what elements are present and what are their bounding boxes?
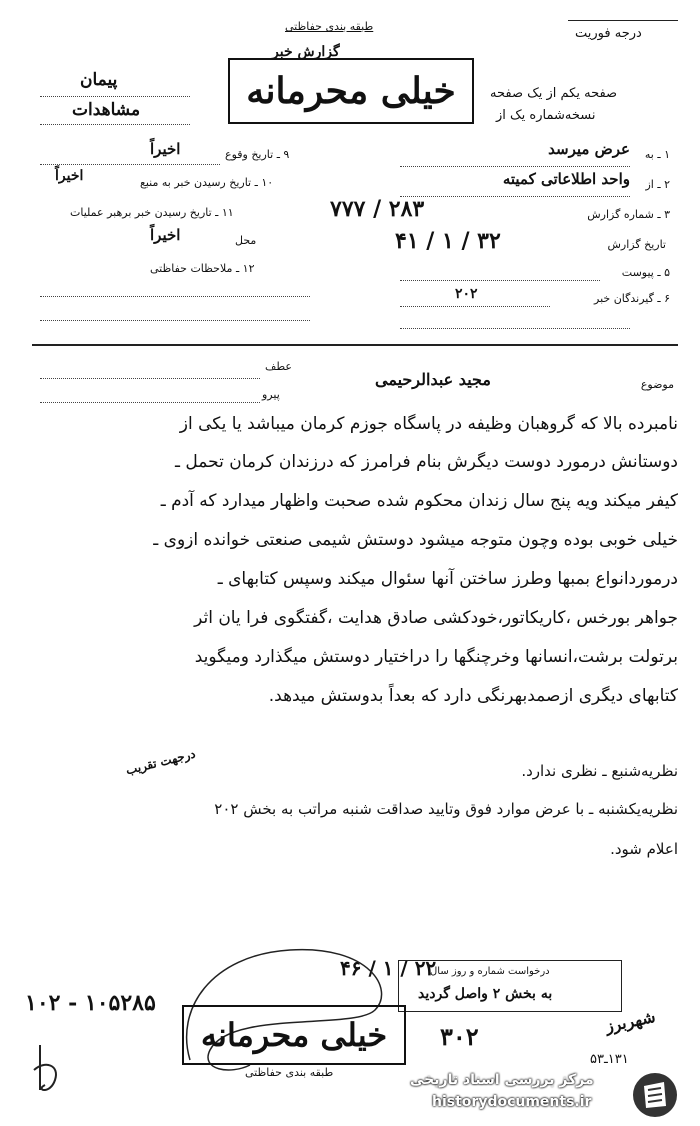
- atf-label: عطف: [265, 360, 292, 373]
- report-label: گزارش خبر: [272, 44, 340, 60]
- dotted-line: [40, 378, 260, 379]
- body-line: درموردانواع بمبها وطرز ساختن آنها سئوال میکند وسپس کتابهای ـ: [217, 569, 678, 589]
- dotted-line: [40, 164, 220, 165]
- dotted-line: [400, 196, 630, 197]
- page-line: صفحه یکم از یک صفحه: [490, 86, 618, 101]
- source-date-label: ۱۰ ـ تاریخ رسیدن خبر به منبع: [140, 176, 274, 189]
- priority-rule: [568, 20, 678, 21]
- subject-hand-1: پیمان: [80, 70, 118, 90]
- dotted-line: [40, 402, 260, 403]
- report-no-value: ۷۷۷ / ۲۸۳: [330, 196, 425, 222]
- report-no-label: ۳ ـ شماره گزارش: [587, 208, 670, 221]
- section-divider: [32, 344, 678, 346]
- subject-value: مجید عبدالرحیمی: [375, 370, 491, 389]
- sender-opinion-end: اعلام شود.: [610, 840, 678, 858]
- subject-hand-2: مشاهدات: [72, 100, 141, 120]
- place-value: اخیراً: [150, 226, 181, 244]
- to-value: عرض میرسد: [548, 140, 630, 158]
- receivers-label: ۶ ـ گیرندگان خبر: [594, 292, 670, 305]
- stamp-top: [228, 58, 474, 124]
- dotted-line: [40, 296, 310, 297]
- report-date-label: تاریخ گزارش: [607, 238, 666, 251]
- ops-date-label: ۱۱ ـ تاریخ رسیدن خبر برهبر عملیات: [70, 206, 234, 219]
- body-line: کتابهای دیگری ازصمدبهرنگی دارد که بعداً بدوستش میدهد.: [268, 686, 678, 706]
- source-opinion-note: درجهت تقریب: [124, 746, 197, 778]
- report-date-value: ۴۱ / ۱ / ۳۲: [395, 228, 501, 254]
- body-line: نامبرده بالا که گروهبان وظیفه در پاسگاه جوزم کرمان میباشد یا یکی از: [179, 414, 678, 434]
- watermark-url: historydocuments.ir: [432, 1094, 592, 1110]
- event-date-value: اخیراً: [150, 140, 181, 158]
- source-date-value: اخیراً: [55, 168, 84, 184]
- date-hand: ۴۶ / ۱ / ۲۲: [340, 956, 437, 980]
- from-label: ۲ ـ از: [645, 178, 670, 191]
- body-line: دوستانش درمورد دوست دیگرش بنام فرامرز که درزندان کرمان تحمل ـ: [175, 452, 678, 472]
- subject-label: موضوع: [640, 378, 674, 391]
- body-line: کیفر میکند ویه پنج سال زندان محکوم شده صحبت واظهار میدارد که آدم ـ: [160, 491, 678, 511]
- stamp-bottom-text: خیلی محرمانه: [200, 1016, 388, 1054]
- watermark-text: مرکز بررسی اسناد تاریخی: [410, 1072, 594, 1088]
- handwritten-302: ۳۰۲: [440, 1022, 479, 1051]
- classification-bottom: طبقه بندی حفاظتی: [245, 1066, 334, 1079]
- dotted-line: [40, 96, 190, 97]
- to-label: ۱ ـ به: [644, 148, 670, 161]
- classification-top: طبقه بندی حفاظتی: [285, 20, 374, 33]
- stamp-top-text: خیلی محرمانه: [246, 70, 456, 112]
- priority-label: درجه فوریت: [575, 26, 642, 41]
- sender-opinion: نظریه‌یکشنبه ـ با عرض موارد فوق وتایید صداقت شنبه مراتب به بخش ۲۰۲: [214, 800, 678, 818]
- side-number: ۱۳۱ـ۵۳: [590, 1052, 629, 1067]
- left-number: ۱۰۲ - ۱۰۵۲۸۵: [25, 990, 156, 1016]
- dotted-line: [40, 124, 190, 125]
- body-line: خیلی خوبی بوده وچون متوجه میشود دوستش شیمی صنعتی خوانده ازوی ـ: [153, 530, 678, 550]
- handwritten-note: به بخش ۲ واصل گردید: [418, 986, 553, 1002]
- from-value: واحد اطلاعاتی کمیته: [502, 170, 630, 188]
- watermark-logo-icon: [630, 1070, 680, 1120]
- signature: [30, 1040, 70, 1100]
- dotted-line: [400, 166, 630, 167]
- notes-label: ۱۲ ـ ملاحظات حفاظتی: [150, 262, 255, 275]
- dotted-line: [400, 280, 600, 281]
- copy-line: نسخه‌شماره یک از: [496, 108, 596, 123]
- source-opinion: نظریه‌شنبع ـ نظری ندارد.: [521, 762, 678, 780]
- peyro-label: پیرو: [262, 388, 280, 401]
- dotted-line: [40, 320, 310, 321]
- body-line: برتولت برشت،انسانها وخرچنگها را دراختیار دوستش میگذارد ومیگوید: [194, 647, 678, 667]
- receivers-value: ۲۰۲: [455, 286, 478, 302]
- attachment-label: ۵ ـ پیوست: [621, 266, 670, 279]
- dotted-line: [400, 328, 630, 329]
- place-label: محل: [235, 234, 257, 247]
- stamp-bottom: [182, 1005, 406, 1065]
- dotted-line: [400, 306, 550, 307]
- entry-label: درخواست شماره و روز سال: [430, 966, 550, 977]
- side-hand: شهربرز: [603, 1006, 658, 1037]
- event-date-label: ۹ ـ تاریخ وقوع: [225, 148, 290, 161]
- body-line: جواهر بورخس ،کاریکاتور،خودکشی صادق هدایت ،گفتگوی فرا یان اثر: [194, 608, 678, 628]
